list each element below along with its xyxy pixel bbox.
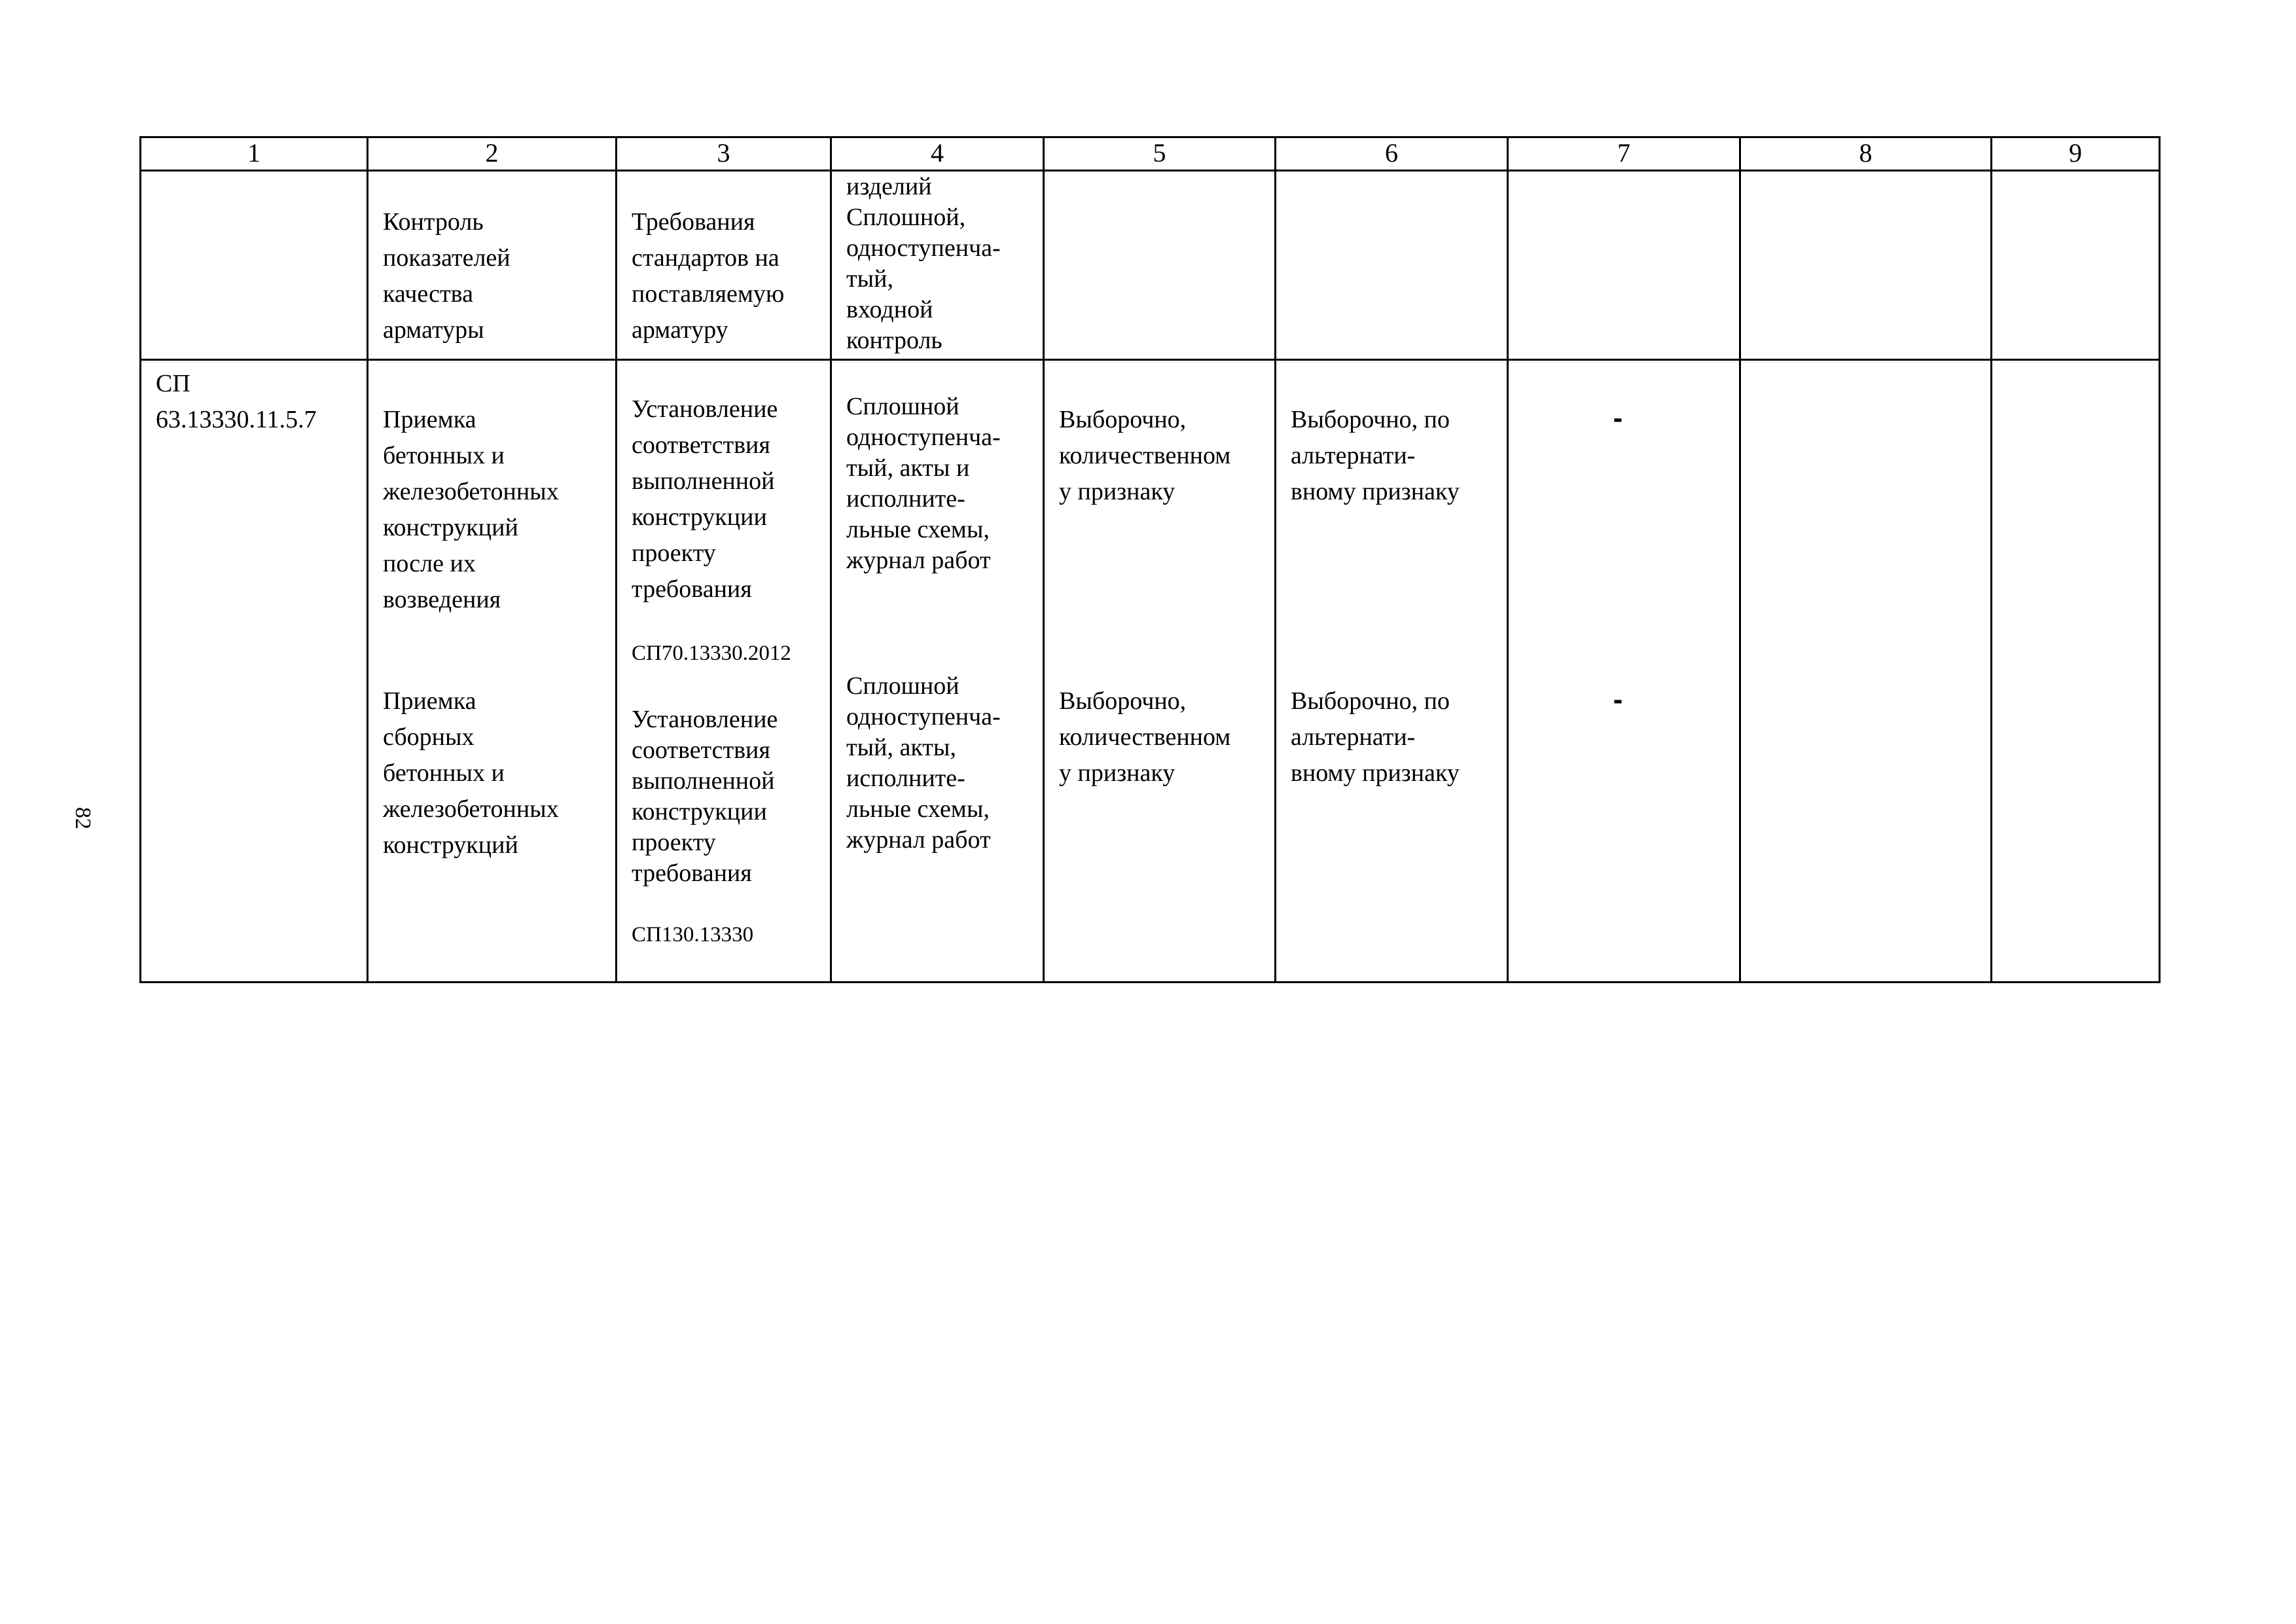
header-cell-2: 2 xyxy=(368,137,617,171)
entry-1-reference: СП70.13330.2012 xyxy=(632,641,791,665)
entry-1-text: Установление соответствия выполненной конструкции проекту требования xyxy=(632,395,778,603)
header-cell-8: 8 xyxy=(1740,137,1992,171)
header-cell-7: 7 xyxy=(1508,137,1740,171)
cell-sampling-criterion xyxy=(1276,360,1508,983)
entry-2-text: Выборочно, количественном у признаку xyxy=(1059,687,1231,787)
cell-col9 xyxy=(1992,360,2160,983)
cell-requirement xyxy=(617,360,831,983)
entry-1-dash: - xyxy=(1613,402,1623,434)
header-cell-1: 1 xyxy=(141,137,368,171)
entry-1-text: Выборочно, количественном у признаку xyxy=(1059,406,1231,505)
table-row xyxy=(141,360,2160,983)
header-cell-4: 4 xyxy=(831,137,1044,171)
header-cell-3: 3 xyxy=(617,137,831,171)
cell-requirement: Требования стандартов на поставляемую арматуру xyxy=(617,171,831,360)
entry-2-text: Сплошной одноступенча- тый, акты, исполните- льные схемы, журнал работ xyxy=(846,672,1001,854)
entry-2-text: Приемка сборных бетонных и железобетонных конструкций xyxy=(383,687,559,859)
table-row xyxy=(141,171,2160,360)
cell-control-type xyxy=(831,360,1044,983)
header-row xyxy=(141,137,2160,171)
header-cell-5: 5 xyxy=(1044,137,1276,171)
cell-col5 xyxy=(1044,171,1276,360)
entry-2-dash: - xyxy=(1613,683,1623,715)
cell-sampling-method xyxy=(1044,360,1276,983)
cell-col6 xyxy=(1276,171,1508,360)
cell-control-object xyxy=(368,360,617,983)
cell-col7 xyxy=(1508,171,1740,360)
cell-col8 xyxy=(1740,360,1992,983)
header-cell-9: 9 xyxy=(1992,137,2160,171)
cell-col9 xyxy=(1992,171,2160,360)
entry-2-text: Выборочно, по альтернати- вному признаку xyxy=(1291,687,1460,787)
entry-1-text: Выборочно, по альтернати- вному признаку xyxy=(1291,406,1460,505)
cell-control-object: Контроль показателей качества арматуры xyxy=(368,171,617,360)
entry-2-reference: СП130.13330 xyxy=(632,923,754,947)
inspection-table xyxy=(139,136,2161,983)
entry-1-text: Сплошной одноступенча- тый, акты и исполните- льные схемы, журнал работ xyxy=(846,393,1001,574)
cell-control-type: изделий Сплошной, одноступенча- тый, входной контроль xyxy=(831,171,1044,360)
page-number: 82 xyxy=(71,807,95,829)
cell-regulation xyxy=(141,171,368,360)
cell-regulation: СП 63.13330.11.5.7 xyxy=(141,360,368,983)
header-cell-6: 6 xyxy=(1276,137,1508,171)
entry-1-text: Приемка бетонных и железобетонных конструкций после их возведения xyxy=(383,406,559,613)
cell-col7 xyxy=(1508,360,1740,983)
entry-2-text: Установление соответствия выполненной конструкции проекту требования xyxy=(632,706,778,887)
cell-col8 xyxy=(1740,171,1992,360)
